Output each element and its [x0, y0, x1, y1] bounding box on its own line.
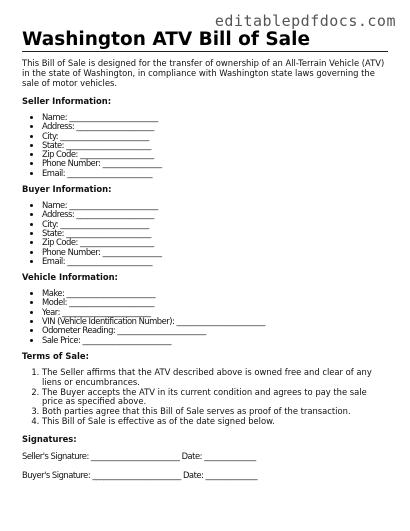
title-divider	[22, 51, 388, 52]
buyer-heading: Buyer Information:	[22, 184, 112, 195]
buyer-phone-field: • Phone Number: ________________	[42, 248, 390, 257]
vehicle-vin-field: • VIN (Vehicle Identification Number): ________________________	[42, 317, 390, 326]
site-watermark: editablepdfdocs.com	[214, 12, 396, 30]
buyer-name-field: • Name: ________________________	[42, 201, 390, 210]
seller-phone-field: • Phone Number: ________________	[42, 159, 390, 168]
document-body	[22, 58, 390, 480]
seller-state-field: • State: _______________________	[42, 141, 390, 150]
buyer-email-field: • Email: _______________________	[42, 257, 390, 266]
signatures-heading: Signatures:	[22, 433, 77, 444]
terms-heading: Terms of Sale:	[22, 350, 89, 361]
document-title: Washington ATV Bill of Sale	[22, 29, 311, 50]
term-item: 2. The Buyer accepts the ATV in its current condition and agrees to pay the sale price as specified above.	[42, 388, 390, 408]
vehicle-fields	[22, 289, 390, 345]
seller-name-field: • Name: ________________________	[42, 113, 390, 122]
buyer-zip-field: • Zip Code: ____________________	[42, 238, 390, 247]
term-item: 1. The Seller affirms that the ATV described above is owned free and clear of any liens or encumbrances.	[42, 368, 390, 388]
term-item: 4. This Bill of Sale is effective as of the date signed below.	[42, 417, 390, 427]
seller-city-field: • City: ________________________	[42, 132, 390, 141]
buyer-state-field: • State: _______________________	[42, 229, 390, 238]
buyer-address-field: • Address: _____________________	[42, 210, 390, 219]
terms-list	[22, 368, 390, 427]
vehicle-price-field: • Sale Price: ________________________	[42, 336, 390, 345]
vehicle-year-field: • Year: ________________________	[42, 308, 390, 317]
buyer-signature-line: Buyer's Signature: ________________________ Date: ______________	[22, 469, 258, 480]
seller-heading: Seller Information:	[22, 96, 112, 106]
seller-signature-line: Seller's Signature: ________________________ Date: ______________	[22, 450, 256, 461]
vehicle-model-field: • Model: _______________________	[42, 298, 390, 307]
seller-fields	[22, 113, 390, 178]
term-item: 3. Both parties agree that this Bill of Sale serves as proof of the transaction.	[42, 407, 390, 417]
vehicle-odometer-field: • Odometer Reading: ________________________	[42, 326, 390, 335]
vehicle-make-field: • Make: ________________________	[42, 289, 390, 298]
intro-paragraph: This Bill of Sale is designed for the transfer of ownership of an All-Terrain Vehicle (ATV) in the state of Washington, in compliance with Washington state laws governing the sale of motor vehicles.	[22, 58, 385, 88]
vehicle-heading: Vehicle Information:	[22, 272, 118, 283]
buyer-fields	[22, 201, 390, 266]
seller-email-field: • Email: _______________________	[42, 169, 390, 178]
seller-address-field: • Address: _____________________	[42, 122, 390, 131]
buyer-city-field: • City: ________________________	[42, 220, 390, 229]
seller-zip-field: • Zip Code: ____________________	[42, 150, 390, 159]
